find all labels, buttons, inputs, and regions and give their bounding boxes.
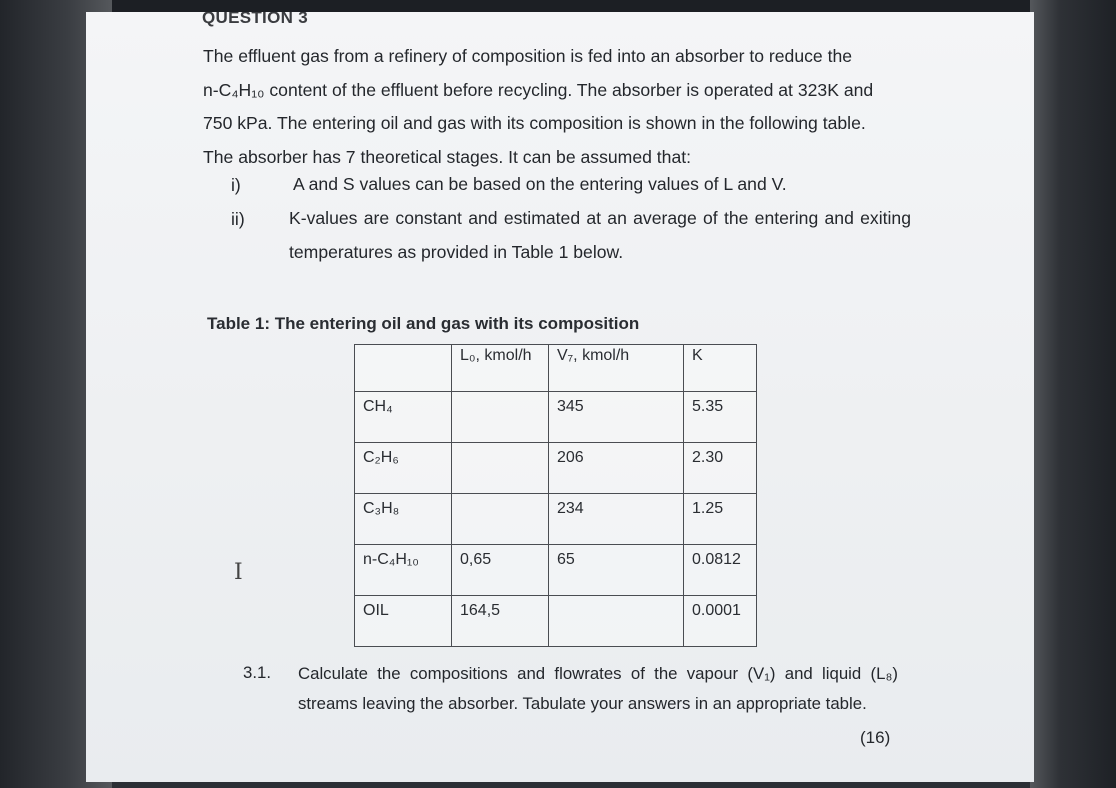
table-row bbox=[355, 443, 757, 494]
header-cell: K bbox=[684, 345, 757, 392]
l0-cell: 0,65 bbox=[452, 545, 549, 596]
component-cell: OIL bbox=[355, 596, 452, 647]
table-row bbox=[355, 545, 757, 596]
table-row bbox=[355, 494, 757, 545]
assumption-number: i) bbox=[231, 175, 241, 195]
component-cell: C₃H₈ bbox=[355, 494, 452, 545]
composition-table bbox=[354, 344, 757, 647]
l0-cell bbox=[452, 443, 549, 494]
v7-cell bbox=[549, 596, 684, 647]
component-cell: CH₄ bbox=[355, 392, 452, 443]
k-cell: 2.30 bbox=[684, 443, 757, 494]
assumption-number: ii) bbox=[231, 209, 245, 229]
question-heading: QUESTION 3 bbox=[202, 12, 308, 27]
intro-line: The effluent gas from a refinery of composition is fed into an absorber to reduce the bbox=[203, 46, 853, 66]
v7-cell: 234 bbox=[549, 494, 684, 545]
text-cursor-icon: I bbox=[234, 560, 243, 585]
marks-label: (16) bbox=[860, 728, 891, 747]
assumption-text: A and S values can be based on the entering values of L and V. bbox=[293, 174, 787, 194]
k-cell: 1.25 bbox=[684, 494, 757, 545]
l0-cell bbox=[452, 494, 549, 545]
l0-cell: 164,5 bbox=[452, 596, 549, 647]
intro-line: n-C₄H₁₀ content of the effluent before recycling. The absorber is operated at 323K and bbox=[203, 79, 874, 100]
sub-question-number: 3.1. bbox=[243, 663, 271, 682]
l0-cell bbox=[452, 392, 549, 443]
intro-line: 750 kPa. The entering oil and gas with its composition is shown in the following table. bbox=[203, 113, 866, 133]
intro-paragraph bbox=[203, 40, 919, 174]
monitor-bezel-right bbox=[1030, 0, 1116, 788]
component-cell: C₂H₆ bbox=[355, 443, 452, 494]
component-cell: n-C₄H₁₀ bbox=[355, 545, 452, 596]
v7-cell: 206 bbox=[549, 443, 684, 494]
header-cell: L₀, kmol/h bbox=[452, 345, 549, 392]
assumption-text: K-values are constant and estimated at an average of the entering and exiting temperatures as provided in Table 1 below. bbox=[289, 208, 911, 262]
k-cell: 0.0812 bbox=[684, 545, 757, 596]
header-cell: V₇, kmol/h bbox=[549, 345, 684, 392]
table-header-row bbox=[355, 345, 757, 392]
table-caption: Table 1: The entering oil and gas with its composition bbox=[207, 314, 640, 333]
v7-cell: 345 bbox=[549, 392, 684, 443]
header-cell bbox=[355, 345, 452, 392]
table-row bbox=[355, 392, 757, 443]
table-row bbox=[355, 596, 757, 647]
k-cell: 0.0001 bbox=[684, 596, 757, 647]
intro-line: The absorber has 7 theoretical stages. It can be assumed that: bbox=[203, 146, 692, 167]
document-page bbox=[86, 12, 1034, 782]
v7-cell: 65 bbox=[549, 545, 684, 596]
k-cell: 5.35 bbox=[684, 392, 757, 443]
sub-question-text: Calculate the compositions and flowrates of the vapour (V₁) and liquid (L₈) streams leaving the absorber. Tabulate your answers in an appropriate table. bbox=[298, 664, 898, 713]
